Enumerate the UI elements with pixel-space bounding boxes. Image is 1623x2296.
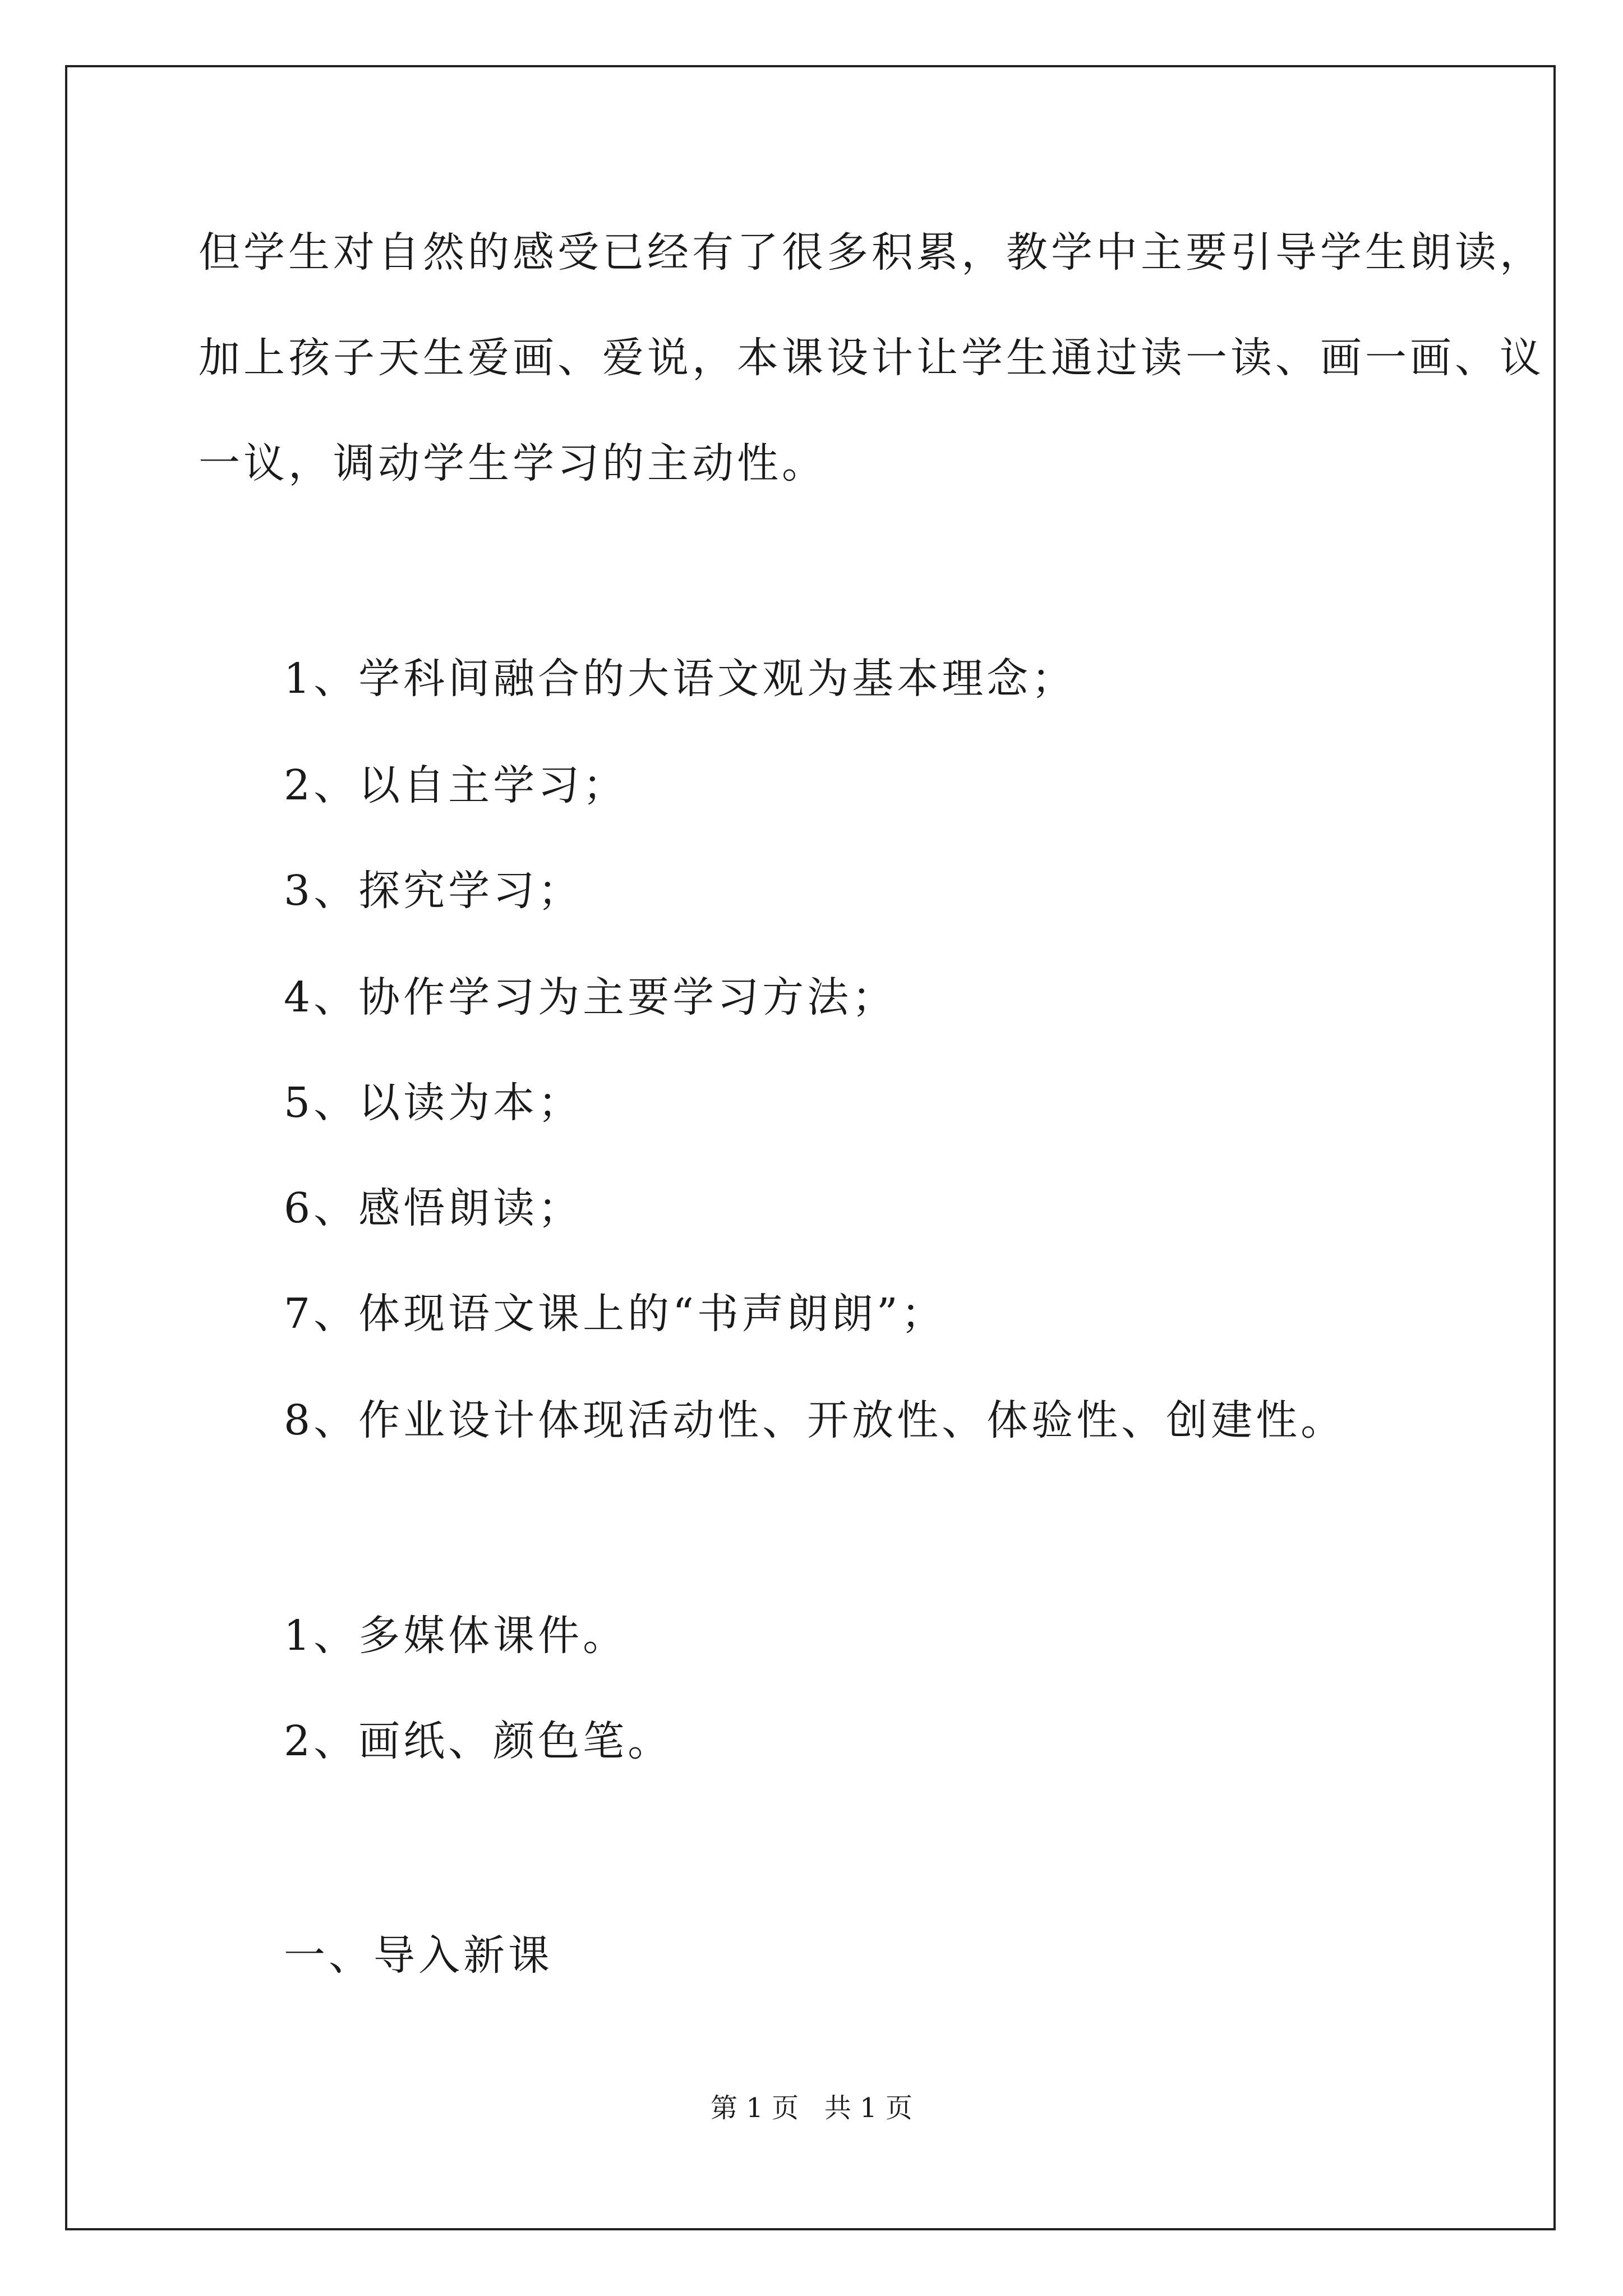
ideas-item-5: 5、以读为本； — [284, 1079, 583, 1127]
ideas-item-3: 3、探究学习； — [284, 867, 583, 915]
ideas-item-1: 1、学科间融合的大语文观为基本理念； — [284, 655, 1077, 703]
footer-page-number: 第 1 页 — [711, 2092, 799, 2124]
materials-item-1: 1、多媒体课件。 — [284, 1612, 628, 1660]
ideas-item-2: 2、以自主学习； — [284, 761, 628, 809]
page-footer — [0, 2091, 1623, 2125]
intro-line-1: 但学生对自然的感受已经有了很多积累，教学中主要引导学生朗读， — [199, 228, 1544, 277]
ideas-item-4: 4、协作学习为主要学习方法； — [284, 973, 897, 1022]
page-border — [65, 65, 1556, 2230]
section-heading: 一、导入新课 — [284, 1931, 553, 1980]
intro-line-3: 一议，调动学生学习的主动性。 — [199, 439, 827, 487]
ideas-item-8: 8、作业设计体现活动性、开放性、体验性、创建性。 — [284, 1396, 1346, 1444]
ideas-item-7: 7、体现语文课上的“书声朗朗”； — [284, 1290, 946, 1338]
intro-line-2: 加上孩子天生爱画、爱说，本课设计让学生通过读一读、画一画、议 — [199, 334, 1544, 382]
materials-item-2: 2、画纸、颜色笔。 — [284, 1717, 673, 1765]
footer-total-pages: 共 1 页 — [824, 2092, 912, 2124]
ideas-item-6: 6、感悟朗读； — [284, 1184, 583, 1232]
